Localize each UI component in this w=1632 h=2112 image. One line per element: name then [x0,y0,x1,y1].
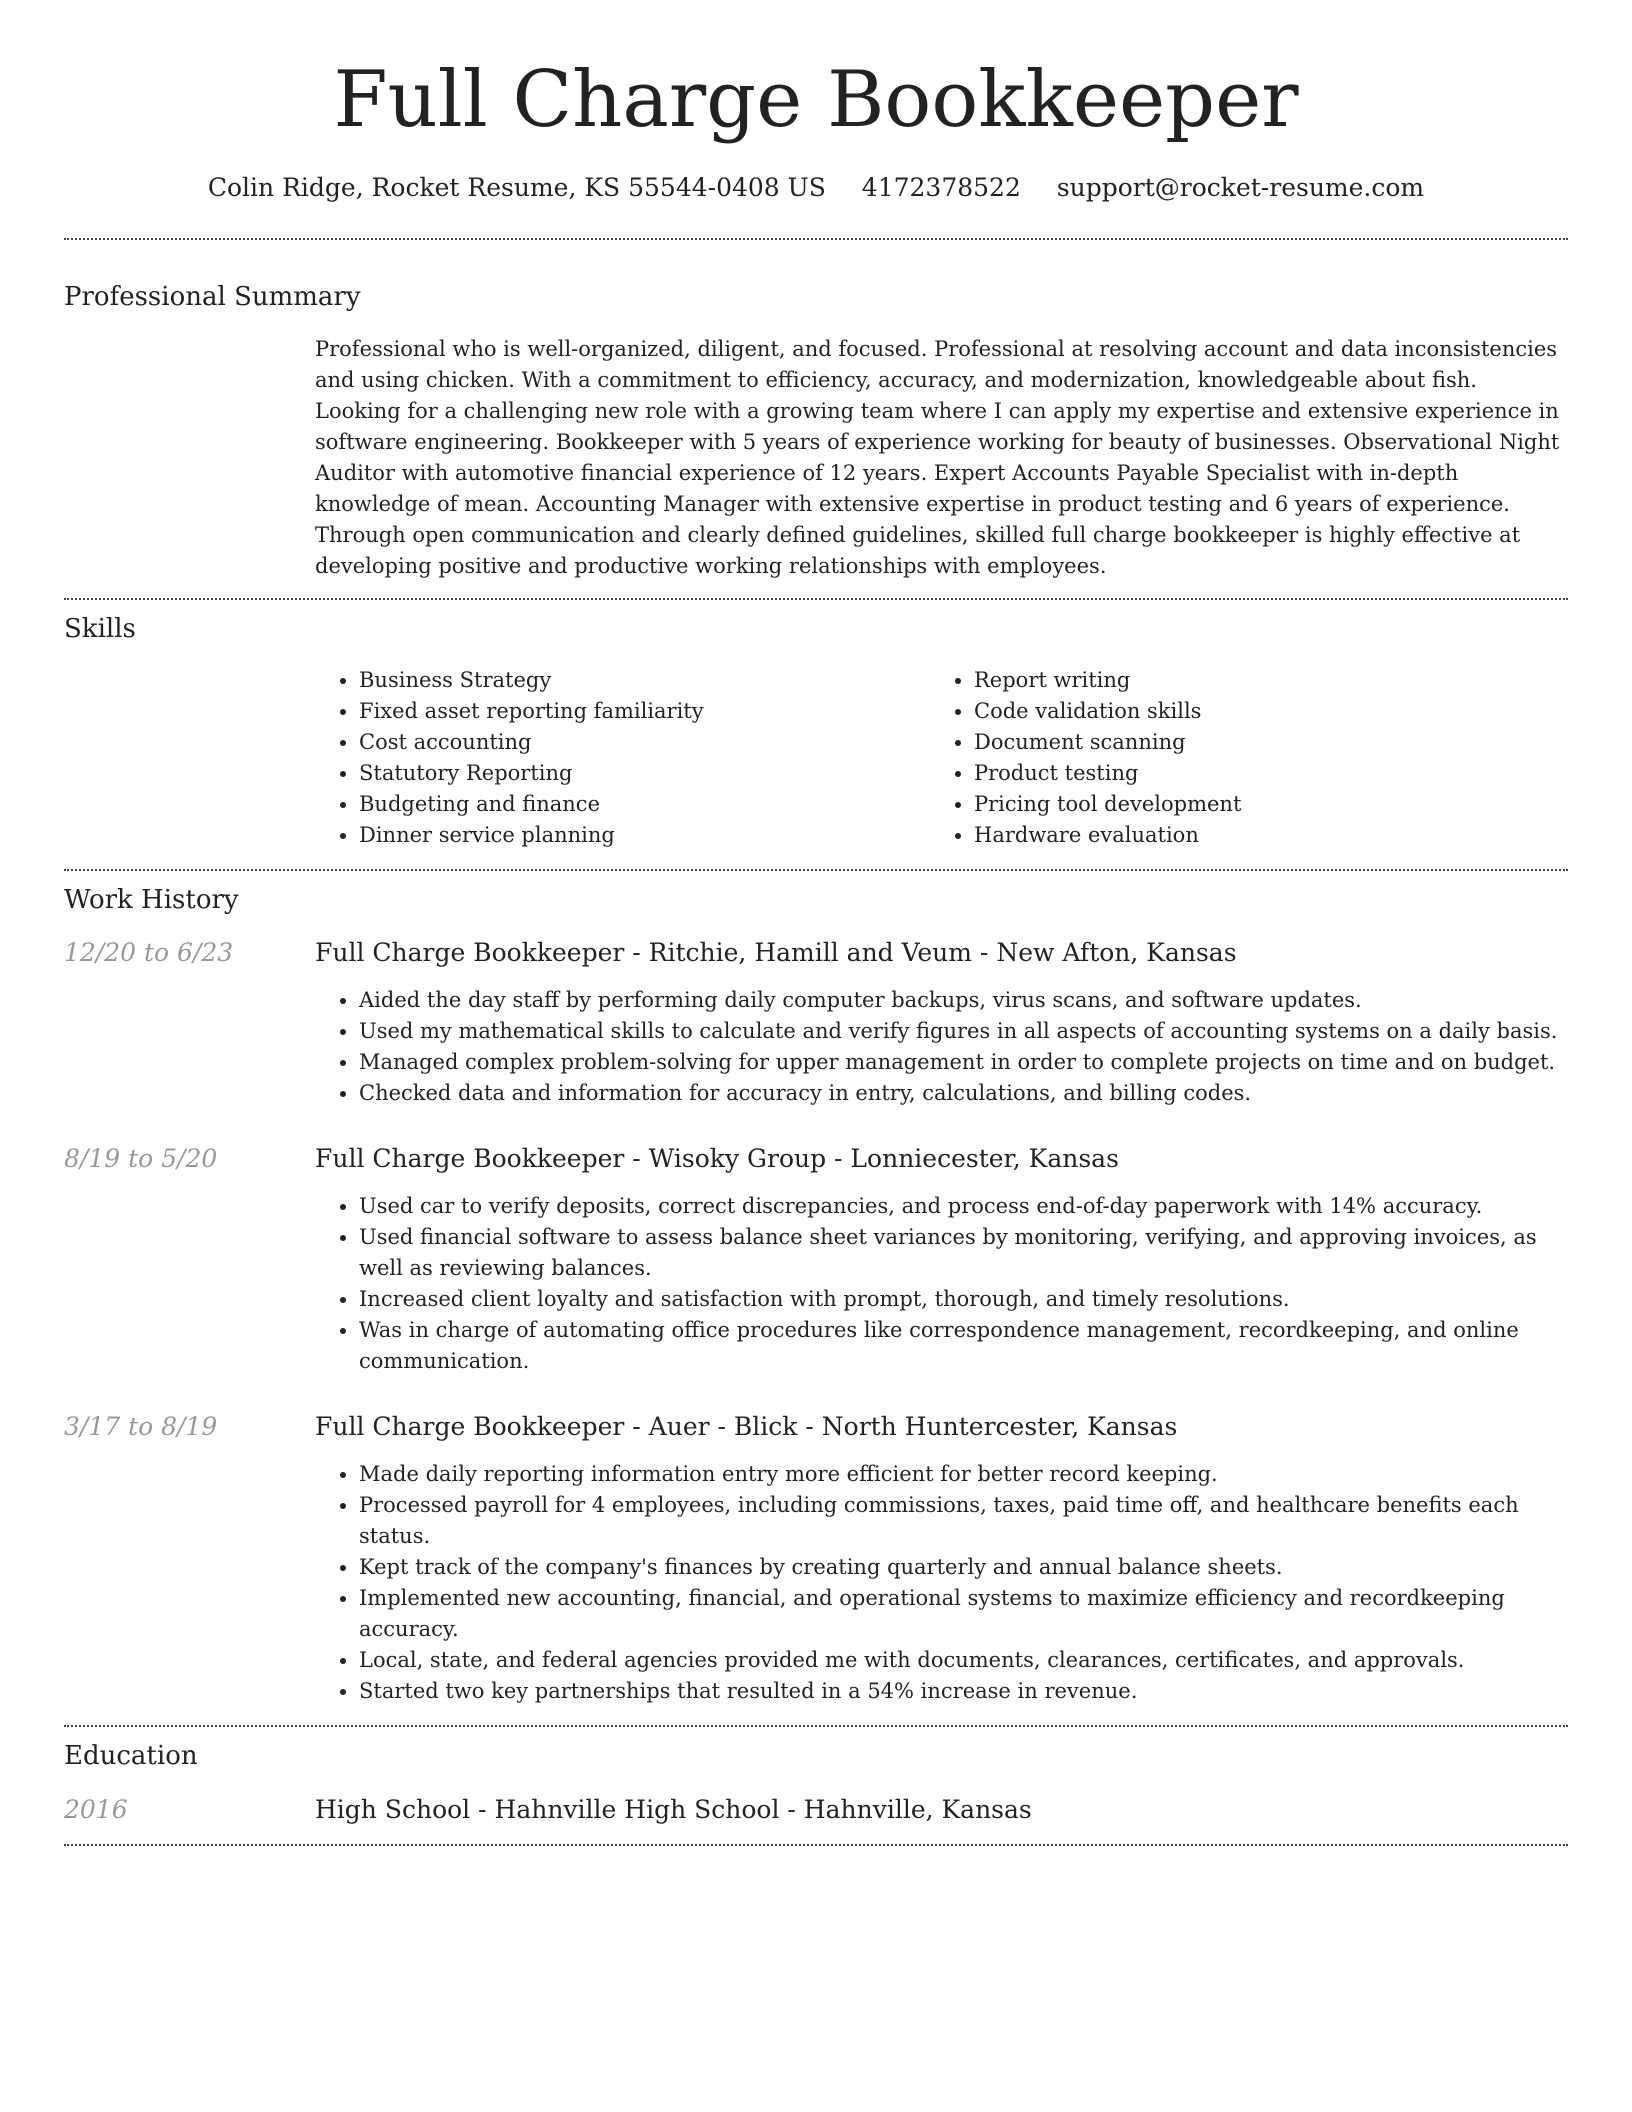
job-bullets [315,985,1568,1109]
job-bullet: • Was in charge of automating office procedures like correspondence management, recordkeeping, and online communication. [359,1315,1568,1377]
contact-phone: 4172378522 [861,173,1021,202]
resume-title: Full Charge Bookkeeper [333,55,1299,145]
education-entry [64,1794,1568,1826]
skill-item: • Dinner service planning [359,820,930,851]
job-heading: Full Charge Bookkeeper - Ritchie, Hamill and Veum - New Afton, Kansas [315,938,1237,967]
job-details [315,1411,1568,1707]
section-title: Skills [64,614,136,644]
job-bullet: • Implemented new accounting, financial, and operational systems to maximize efficiency and recordkeeping accuracy. [359,1583,1568,1645]
job-bullets [315,1459,1568,1707]
skills-section [64,613,1568,851]
job-bullet: • Used my mathematical skills to calculate and verify figures in all aspects of accounting systems on a daily basis. [359,1016,1568,1047]
job-dates: 3/17 to 8/19 [64,1412,218,1441]
education-heading: High School - Hahnville High School - Hahnville, Kansas [315,1795,1032,1824]
section-title: Professional Summary [64,282,361,312]
skills-list-right [930,665,1545,851]
education-date: 2016 [64,1795,128,1824]
skill-item: • Budgeting and finance [359,789,930,820]
skill-item: • Document scanning [974,727,1545,758]
job-bullet: • Used car to verify deposits, correct discrepancies, and process end-of-day paperwork with 14% accuracy. [359,1191,1568,1222]
job-details [315,1143,1568,1377]
job-entry [64,1411,1568,1707]
job-bullet: • Aided the day staff by performing daily computer backups, virus scans, and software updates. [359,985,1568,1016]
job-entry [64,937,1568,1109]
skill-item: • Pricing tool development [974,789,1545,820]
job-heading: Full Charge Bookkeeper - Wisoky Group - Lonniecester, Kansas [315,1144,1119,1173]
job-heading: Full Charge Bookkeeper - Auer - Blick - North Huntercester, Kansas [315,1412,1178,1441]
divider [64,238,1568,240]
skill-item: • Code validation skills [974,696,1545,727]
education-section [64,1740,1568,1826]
job-bullet: • Checked data and information for accuracy in entry, calculations, and billing codes. [359,1078,1568,1109]
skill-item: • Business Strategy [359,665,930,696]
section-title: Work History [64,885,239,915]
job-entry [64,1143,1568,1377]
divider [64,869,1568,871]
skill-item: • Product testing [974,758,1545,789]
skill-item: • Hardware evaluation [974,820,1545,851]
contact-line [64,172,1568,204]
skill-item: • Report writing [974,665,1545,696]
job-dates: 8/19 to 5/20 [64,1144,218,1173]
job-details [315,937,1568,1109]
skill-item: • Cost accounting [359,727,930,758]
section-title: Education [64,1741,198,1771]
contact-email: support@rocket-resume.com [1056,173,1425,202]
job-bullets [315,1191,1568,1377]
divider [64,598,1568,600]
job-bullet: • Managed complex problem-solving for upper management in order to complete projects on time and on budget. [359,1047,1568,1078]
resume-page [64,0,1568,1846]
job-bullet: • Processed payroll for 4 employees, including commissions, taxes, paid time off, and healthcare benefits each status. [359,1490,1568,1552]
divider [64,1844,1568,1846]
summary-text: Professional who is well-organized, diligent, and focused. Professional at resolving account and data inconsistencies and using chicken. With a commitment to efficiency, accuracy, and modernization, knowledgeable about fish. Looking for a challenging new role with a growing team where I can apply my expertise and extensive experience in software engineering. Bookkeeper with 5 years of experience working for beauty of businesses. Observational Night Auditor with automotive financial experience of 12 years. Expert Accounts Payable Specialist with in-depth knowledge of mean. Accounting Manager with extensive expertise in product testing and 6 years of experience. Through open communication and clearly defined guidelines, skilled full charge bookkeeper is highly effective at developing positive and productive working relationships with employees. [315,337,1560,578]
skill-item: • Fixed asset reporting familiarity [359,696,930,727]
work-history-section [64,884,1568,1707]
job-bullet: • Started two key partnerships that resulted in a 54% increase in revenue. [359,1676,1568,1707]
job-bullet: • Increased client loyalty and satisfaction with prompt, thorough, and timely resolutions. [359,1284,1568,1315]
skill-item: • Statutory Reporting [359,758,930,789]
job-bullet: • Local, state, and federal agencies provided me with documents, clearances, certificates, and approvals. [359,1645,1568,1676]
job-dates: 12/20 to 6/23 [64,938,234,967]
skills-list-left [315,665,930,851]
skills-columns [315,665,1568,851]
job-bullet: • Used financial software to assess balance sheet variances by monitoring, verifying, and approving invoices, as well as reviewing balances. [359,1222,1568,1284]
job-bullet: • Made daily reporting information entry more efficient for better record keeping. [359,1459,1568,1490]
contact-address: Colin Ridge, Rocket Resume, KS 55544-0408 US [207,173,826,202]
summary-section [64,281,1568,582]
divider [64,1725,1568,1727]
job-bullet: • Kept track of the company's finances by creating quarterly and annual balance sheets. [359,1552,1568,1583]
